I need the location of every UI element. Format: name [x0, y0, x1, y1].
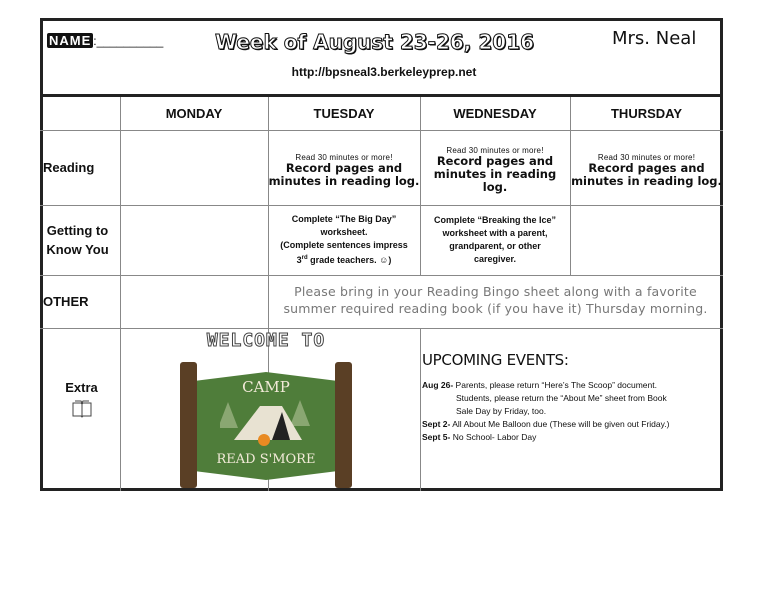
task-line: caregiver. — [473, 254, 517, 264]
day-header-tuesday: TUESDAY — [313, 106, 375, 121]
book-icon — [72, 400, 92, 418]
task-line: (Complete sentences impress — [280, 240, 408, 250]
task-text: grade teachers. ☺) — [307, 255, 392, 265]
divider — [40, 130, 723, 131]
divider — [40, 205, 723, 206]
reading-instruction: Read 30 minutes or more! — [446, 146, 544, 155]
task-line: worksheet with a parent, — [442, 228, 548, 238]
teacher-name: Mrs. Neal — [612, 28, 697, 49]
task-line: Complete “The Big Day” — [291, 214, 397, 224]
task-line: Complete “Breaking the Ice” — [433, 215, 557, 225]
day-header-wednesday: WEDNESDAY — [453, 106, 537, 121]
upcoming-events — [422, 351, 722, 444]
day-header-monday: MONDAY — [165, 106, 223, 121]
sign-post-left — [180, 362, 197, 488]
name-label: NAME — [49, 33, 92, 48]
event-item — [422, 431, 722, 444]
logo-read-smore-text: READ S'MORE — [216, 452, 316, 467]
reading-task: Record pages and minutes in reading log. — [571, 160, 722, 188]
reading-task: Record pages and minutes in reading log. — [268, 160, 420, 188]
event-item — [422, 418, 722, 431]
event-date: Sept 2- — [422, 419, 451, 429]
event-date: Aug 26- — [422, 380, 454, 390]
divider — [40, 275, 723, 276]
event-item — [422, 379, 722, 392]
divider — [40, 328, 723, 329]
day-header-thursday: THURSDAY — [610, 106, 683, 121]
reading-instruction: Read 30 minutes or more! — [295, 152, 393, 162]
class-url[interactable]: http://bpsneal3.berkeleyprep.net — [291, 65, 477, 79]
other-note: Please bring in your Reading Bingo sheet along with a favorite summer required reading book (if you have it) Thursday morning. — [283, 284, 708, 316]
task-line: worksheet. — [320, 227, 368, 237]
tent-icon — [220, 398, 312, 450]
row-label-getting-to-know-you: Getting to Know You — [46, 223, 109, 257]
extra-label: Extra — [65, 380, 98, 395]
reading-task: Record pages and minutes in reading log. — [433, 154, 557, 194]
ordinal-suffix: rd — [301, 255, 308, 261]
task-line: grandparent, or other — [449, 241, 541, 251]
row-label-other: OTHER — [43, 294, 89, 309]
reading-wednesday — [420, 140, 570, 200]
event-text: Parents, please return “Here’s The Scoop” document. — [455, 380, 657, 390]
logo-camp-text: CAMP — [242, 378, 290, 396]
row-label-extra — [43, 380, 120, 423]
sign-post-right — [335, 362, 352, 488]
reading-instruction: Read 30 minutes or more! — [597, 152, 696, 162]
events-heading: UPCOMING EVENTS: — [422, 351, 569, 369]
reading-tuesday — [268, 140, 420, 200]
event-text: Students, please return the “About Me” sheet from Book — [456, 393, 667, 403]
reading-thursday — [570, 140, 723, 200]
divider — [420, 328, 421, 491]
event-date: Sept 5- — [422, 432, 451, 442]
camp-read-smore-logo — [180, 330, 352, 488]
logo-welcome-text: WELCOME TO — [206, 330, 326, 351]
name-field — [47, 33, 163, 48]
getting-wednesday — [420, 208, 570, 272]
page-title: Week of August 23-26, 2016 — [215, 30, 535, 54]
name-blank: :__________ — [93, 34, 164, 48]
event-text: All About Me Balloon due (These will be given out Friday.) — [452, 419, 670, 429]
divider — [120, 97, 121, 491]
getting-tuesday — [268, 208, 420, 272]
row-label-reading: Reading — [43, 160, 95, 175]
event-text: Sale Day by Friday, too. — [456, 406, 547, 416]
ordinal-number: 3 — [296, 255, 302, 265]
task-line — [297, 252, 392, 267]
event-text: No School- Labor Day — [452, 432, 537, 442]
